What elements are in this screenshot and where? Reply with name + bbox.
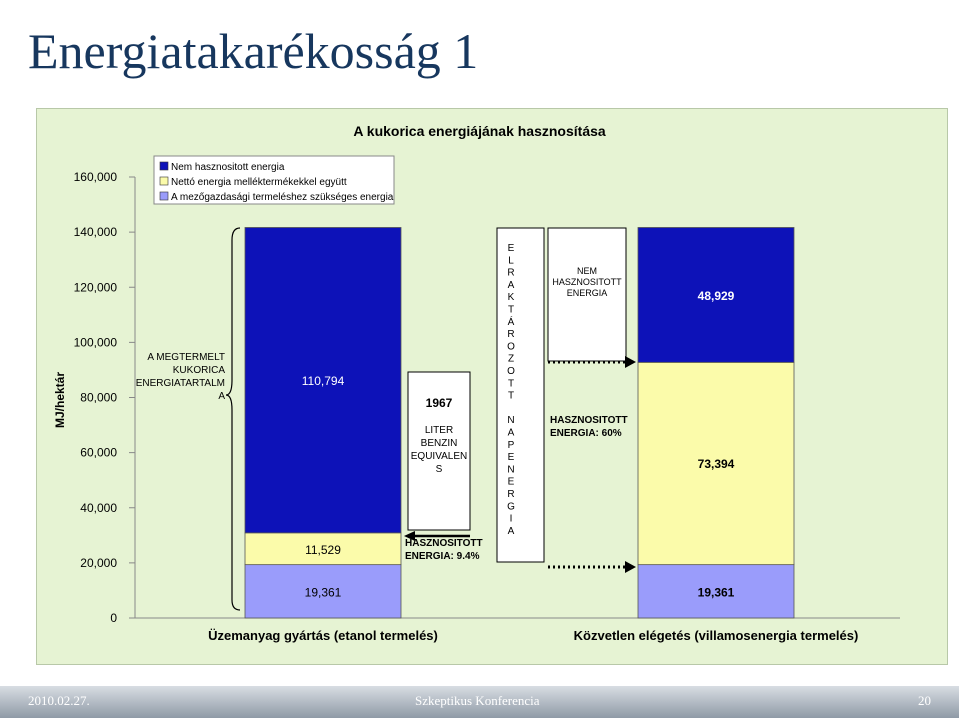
storage-loss-letter: I bbox=[509, 513, 513, 525]
storage-loss-letter: E bbox=[507, 243, 515, 254]
legend-entry: Nettó energia melléktermékekkel együtt bbox=[171, 177, 347, 188]
category-label: Üzemanyag gyártás (etanol termelés) bbox=[208, 628, 438, 643]
y-tick-label: 60,000 bbox=[80, 445, 117, 460]
legend-swatch bbox=[160, 162, 168, 170]
produced-energy-text: A MEGTERMELT bbox=[147, 352, 225, 363]
used-elec-text: ENERGIA: 60% bbox=[550, 428, 622, 439]
footer-center: Szkeptikus Konferencia bbox=[415, 693, 540, 708]
footer-date: 2010.02.27. bbox=[28, 693, 90, 708]
liter-text: BENZIN bbox=[420, 438, 458, 449]
y-axis-label: MJ/hektár bbox=[53, 371, 67, 429]
used-fuel-text: ENERGIA: 9.4% bbox=[405, 551, 480, 562]
unused-energy-text: HASZNOSITOTT bbox=[552, 277, 622, 287]
storage-loss-letter: O bbox=[507, 366, 515, 377]
page-number: 20 bbox=[918, 693, 931, 708]
legend-swatch bbox=[160, 192, 168, 200]
storage-loss-letter: Z bbox=[507, 353, 515, 365]
y-tick-label: 40,000 bbox=[80, 500, 117, 515]
storage-loss-letter: R bbox=[507, 267, 515, 279]
storage-loss-letter: G bbox=[507, 501, 515, 513]
chart-title: A kukorica energiájának hasznosítása bbox=[353, 123, 606, 139]
storage-loss-letter: O bbox=[507, 341, 515, 353]
storage-loss-letter: N bbox=[507, 464, 515, 476]
storage-loss-letter: L bbox=[508, 255, 514, 267]
used-fuel-text: HASZNOSITOTT bbox=[405, 538, 483, 549]
produced-energy-text: ENERGIATARTALM bbox=[135, 378, 225, 389]
storage-loss-letter: A bbox=[507, 279, 515, 291]
data-label: 11,529 bbox=[305, 543, 341, 557]
storage-loss-letter: R bbox=[507, 489, 515, 500]
storage-loss-letter: E bbox=[507, 476, 515, 488]
arrow-head bbox=[625, 356, 636, 368]
data-label: 48,929 bbox=[697, 289, 735, 303]
storage-loss-letter: K bbox=[507, 292, 515, 304]
liter-text: EQUIVALEN bbox=[410, 451, 468, 462]
y-tick-label: 80,000 bbox=[80, 390, 117, 405]
storage-loss-letter: N bbox=[507, 415, 515, 427]
storage-loss-letter: P bbox=[507, 439, 515, 451]
unused-energy-text: NEM bbox=[577, 266, 597, 276]
arrow-head bbox=[625, 561, 636, 573]
liter-text: LITER bbox=[424, 425, 454, 436]
y-tick-label: 20,000 bbox=[80, 555, 117, 570]
produced-energy-text: KUKORICA bbox=[172, 365, 225, 376]
storage-loss-letter: T bbox=[507, 390, 515, 402]
y-tick-label: 160,000 bbox=[73, 170, 117, 184]
storage-loss-letter: T bbox=[507, 304, 515, 316]
slide-title: Energiatakarékosság 1 bbox=[28, 23, 479, 79]
storage-loss-letter: A bbox=[507, 427, 515, 439]
storage-loss-letter: A bbox=[507, 525, 515, 537]
liter-title: 1967 bbox=[425, 396, 453, 410]
legend-entry: Nem hasznositott energia bbox=[171, 162, 285, 173]
storage-loss-letter: Á bbox=[507, 316, 515, 328]
used-elec-text: HASZNOSITOTT bbox=[550, 415, 628, 426]
data-label: 19,361 bbox=[304, 585, 342, 600]
brace-shape bbox=[226, 228, 240, 610]
y-tick-label: 100,000 bbox=[73, 335, 117, 350]
produced-energy-text: A bbox=[218, 391, 225, 402]
storage-loss-box bbox=[497, 228, 544, 562]
unused-energy-text: ENERGIA bbox=[566, 288, 608, 298]
y-tick-label: 120,000 bbox=[73, 280, 117, 295]
y-tick-label: 140,000 bbox=[73, 225, 117, 240]
legend-entry: A mezőgazdasági termeléshez szükséges energia bbox=[171, 192, 394, 203]
liter-text: S bbox=[435, 464, 443, 475]
storage-loss-letter: E bbox=[507, 452, 515, 464]
y-tick-label: 0 bbox=[110, 611, 117, 625]
data-label: 110,794 bbox=[301, 374, 345, 388]
data-label: 19,361 bbox=[697, 585, 735, 600]
storage-loss-letter: R bbox=[507, 329, 515, 341]
storage-loss-letter: T bbox=[507, 378, 515, 390]
legend-swatch bbox=[160, 177, 168, 185]
data-label: 73,394 bbox=[697, 457, 735, 471]
category-label: Közvetlen elégetés (villamosenergia termelés) bbox=[573, 628, 859, 643]
